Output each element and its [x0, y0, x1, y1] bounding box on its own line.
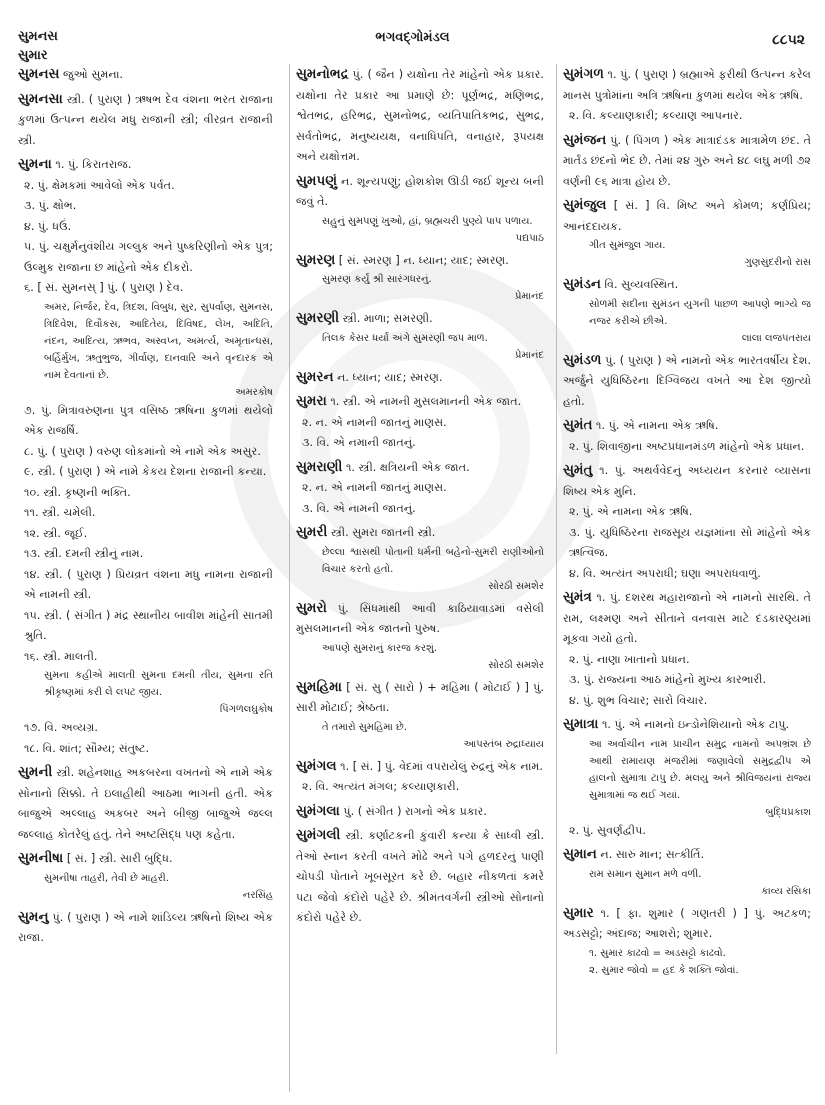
sense: ૨. પું. નાણા ખાતાનો પ્રધાન. [569, 652, 690, 666]
quotation-source: પિંગળલઘુકોષ [219, 704, 273, 715]
headword: સુમરો [296, 599, 327, 616]
sense: ૨. પું. શિવાજીના અષ્ટપ્રધાનમંડળ માંહેનો એક પ્રધાન. [569, 439, 805, 453]
headword: સુમપણું [296, 172, 337, 189]
sense: ૩. પું. ક્ષોભ. [24, 199, 77, 212]
sense: ૩. વિ. એ નમાની જાતનું. [302, 436, 416, 449]
quotation-source: કાવ્ય રસિકા [761, 885, 811, 897]
dictionary-entry [18, 89, 273, 152]
headword: સુમાત્રા [563, 716, 599, 732]
definition: ૧. પું. એ નામનો ઇન્ડોનેશિયાનો એક ટાપુ. [601, 718, 790, 731]
definition: [ સં. સ્મરણ ] ન. ધ્યાન; યાદ; સ્મરણ. [338, 253, 509, 267]
dictionary-entry [18, 907, 273, 949]
quotation: આ અર્વાચીન નામ પ્રાચીન સમુદ્ર નામનો અપભ્રંશ છે આથી રામાયણ મંજરીમાં જણાવેલો સમુદ્રદ્વીપ એ હાલનો સુમાત્રા ટાપુ છે. મલયુ અને શ્રીવિજયનાં રાજ્ય સુમાત્રામાં જ થઈ ગયાં. [589, 738, 811, 801]
dictionary-entry [296, 801, 544, 823]
column-1 [18, 64, 273, 952]
dictionary-entry [296, 677, 544, 753]
headword: સુમંત્ર [563, 589, 592, 605]
sense: ૯. સ્ત્રી. ( પુરાણ ) એ નામે કેકય દેશના રાજાની કન્યા. [24, 465, 267, 478]
headword: સુમહિમા [296, 678, 342, 695]
dictionary-entry [18, 154, 273, 759]
headword: સુમની [18, 764, 53, 780]
definition: ૧. પું. દશરથ મહારાજાનો એ નામનો સારથિ. તે રામ, લક્ષ્મણ અને સીતાને વનવાસ માટે દંડકારણ્યમાં મૂકવા ગયો હતો. [563, 591, 811, 645]
sense: ૧૨. સ્ત્રી. જૂઈ. [24, 526, 88, 540]
definition: પું. ( પુરાણ ) એ નામનો એક ભારતવર્ષીય દેશ. અર્જુને યુધિષ્ઠિરના દિગ્વિજય વખતે આ દેશ જીત્યો હતો. [563, 353, 811, 408]
definition: વિ. સુવ્યવસ્થિત. [604, 278, 679, 291]
dictionary-entry [563, 350, 811, 413]
quotation-source: અમરકોષ [235, 386, 273, 398]
page-title: ભગવદ્ગોમંડલ [375, 30, 450, 45]
quotation: છેલ્લા શ્વાસથી પોતાની ધર્મની બહેનો-સુમરી રાણીઓનો વિચાર કરતો હતો. [322, 546, 544, 575]
dictionary-entry [296, 825, 544, 929]
headword: સુમનુ [18, 908, 49, 925]
dictionary-entry [563, 844, 811, 900]
sense: ૪. વિ. અત્યંત અપરાધી; ઘણા અપરાધવાળું. [569, 566, 761, 580]
headword: સુમંતુ [563, 462, 593, 478]
quotation: સોળમી સદીના સુમંડન યુગની પાછળ આપણે ભાગ્યે જ નજર કરીએ છીએ. [589, 298, 811, 327]
sense: ૨. પું. સુવર્ણદ્વીપ. [569, 823, 646, 837]
sense: ૧૦. સ્ત્રી. કૃષ્ણની ભક્તિ. [24, 485, 131, 499]
quotation-source: પ્રેમાનંદ [514, 349, 544, 361]
sense: ૧૧. સ્ત્રી. ચમેલી. [24, 506, 96, 519]
column-2 [289, 64, 544, 1092]
definition: પું. સિંધમાંથી આવી કાઠિયાવાડમાં વસેલી મુસલમાનની એક જાતનો પુરુષ. [296, 601, 544, 635]
dictionary-entry [296, 522, 544, 595]
headword: સુમનોભદ્ર [296, 66, 349, 82]
headword: સુમંડન [563, 276, 601, 292]
quotation-source: આપસ્તંબ રુદ્રાધ્યાય [463, 738, 544, 750]
sense: ૧૫. સ્ત્રી. ( સંગીત ) મંદ્ર સ્થાનીય બાવીશ માંહેની સાતમી શ્રુતિ. [24, 608, 273, 642]
dictionary-entry [563, 460, 811, 584]
page-number: ૮૮૫૨ [772, 32, 805, 48]
sense: ૩. પું. રાજ્યના આઠ માંહેનો મુખ્ય કારભારી. [569, 673, 767, 686]
sense: ૩. પું. યુધિષ્ઠિરના રાજસૂય યજ્ઞમાંના સો માંહેનો એક ઋત્વિજ. [569, 525, 811, 559]
sense: ૨. વિ. કલ્યાણકારી; કલ્યાણ આપનાર. [569, 109, 743, 122]
headword: સુમંગલા [296, 802, 340, 819]
quotation: તિલક કેસર ધર્યાં અંગે સુમરણી જપ માળ. [322, 332, 488, 344]
guide-word-first: સુમનસ [18, 29, 58, 44]
dictionary-entry [18, 848, 273, 904]
dictionary-entry [296, 250, 544, 306]
sense: ૬. [ સં. સુમનસ્ ] પું. ( પુરાણ ) દેવ. [24, 281, 184, 294]
quotation: રામ સમાન સુમાન મળે વળી. [589, 868, 702, 880]
column-3 [556, 64, 811, 1054]
headword: સુમંજુલ [563, 197, 607, 213]
quotation-source: પ્રેમાનંદ [514, 291, 544, 302]
headword: સુમંજન [563, 131, 607, 148]
quotation: આપણે સુમરાનું કારજ કરશું. [322, 642, 437, 654]
usage-example: ૨. સુમાર જોવો = હદ કે શક્તિ જોવાં. [589, 964, 739, 976]
dictionary-entry [563, 903, 811, 979]
definition: પું. ( જૈન ) યક્ષોના તેર માંહેનો એક પ્રકાર. યક્ષોના તેર પ્રકાર આ પ્રમાણે છે: પૂર્ણભદ્ર, મણિભદ્ર, શ્વેતભદ્ર, હરિભદ્ર, સુમનોભદ્ર, વ્યતિપાતિકભદ્ર, સુભદ્ર, સર્વતોભદ્ર, મનુષ્યયક્ષ, વનાધિપતિ, વનાહાર, રૂપયક્ષ અને યક્ષોત્તમ. [296, 68, 544, 163]
headword: સુમનસ [18, 66, 60, 82]
quotation: સુમનીષા તાહરી, તેવી છે માહરી. [44, 872, 169, 884]
headword: સુમનસા [18, 90, 63, 107]
dictionary-entry [18, 64, 273, 86]
definition: ૧. [ સં. ] પું. વેદમાં વપરાયેલું રુદ્રનું એક નામ. [340, 759, 543, 773]
dictionary-entry [563, 274, 811, 347]
quotation: સુમના કહીએ માલતી સુમના દમની તીય, સુમના રતિ શ્રીકૃષ્ણમાં કરી લે લપટ જીય. [44, 670, 273, 698]
definition: ૧. પું. એ નામના એક ઋષિ. [595, 419, 719, 432]
headword: સુમરણી [296, 310, 340, 326]
dictionary-entry [296, 64, 544, 168]
definition: સ્ત્રી. ( પુરાણ ) ઋષભ દેવ વંશના ભરત રાજાના કુળમાં ઉત્પન્ન થયેલ મધુ રાજાની સ્ત્રી; વીરવ્રત રાજાની સ્ત્રી. [18, 92, 273, 147]
headword: સુમંડળ [563, 351, 602, 368]
definition: જુઓ સુમના. [63, 68, 123, 81]
quotation-source: સોરઠી સમશેર [488, 659, 544, 671]
sense: ૫. પું. ચક્ષુર્મનુવંશીય ગલ્લુક અને પુષ્કરિણીનો એક પુત્ર; ઉલ્મુક રાજાના છ માંહેનો એક દીકરો. [24, 240, 273, 274]
headword: સુમરી [296, 524, 328, 540]
dictionary-entry [563, 415, 811, 457]
definition: સ્ત્રી. શહેનશાહ અકબરના વખતનો એ નામે એક સોનાનો સિક્કો. તે ઇલાહીથી આઠમા ભાગની હતી. એક બાજુએ અલ્લાહ અકબર અને બીજી બાજુએ જલ્લ જલ્લાહ કોતરેલું હતું. તેને અષ્ટસિદ્ધ પણ કહેતા. [18, 766, 273, 841]
headword: સુમરન [296, 368, 334, 385]
dictionary-entry [296, 756, 544, 798]
definition: ૧. સ્ત્રી. ક્ષત્રિયની એક જાત. [345, 460, 470, 474]
page-header [0, 0, 825, 63]
definition: સ્ત્રી. કર્ણાટકની કુંવારી કન્યા કે સાધ્વી સ્ત્રી. તેઓ સ્નાન કરતી વખતે મોઢે અને પગે હળદરનું પાણી ચોપડી પોતાને ખૂબસૂરત કરે છે. બહાર નીકળતાં કમરે પટા જેવો કંદોરો પહેરે છે. શ્રીમંતવર્ગની સ્ત્રીઓ સોનાનો કંદોરો પહેરે છે. [296, 829, 544, 924]
sense: ૨. પું. એ નામના એક ઋષિ. [569, 505, 693, 518]
sense: ૨. વિ. અત્યંત મંગલ; કલ્યાણકારી. [302, 780, 460, 793]
headword: સુમરણ [296, 251, 336, 268]
dictionary-entry [296, 367, 544, 389]
dictionary-entry [296, 391, 544, 454]
quotation-source: નરસિંહ [242, 889, 273, 901]
quotation: તે તમારો સુમહિમા છે. [322, 721, 407, 733]
headword: સુમનીષા [18, 850, 64, 866]
definition: પું. ( પિંગળ ) એક માત્રાદંડક માત્રામેળ છંદ. તે માર્તંડ છંદનો ભેદ છે. તેમાં ૨૪ ગુરુ અને ૪૮ લઘુ મળી ૭૨ વર્ણની ૯૬ માત્રા હોય છે. [563, 133, 812, 188]
definition: પું. ( પુરાણ ) એ નામે શાંડિલ્ય ઋષિનો શિષ્ય એક રાજા. [18, 910, 273, 944]
dictionary-entry [296, 308, 544, 364]
sense: ૭. પું. મિત્રાવરુણના પુત્ર વસિષ્ઠ ઋષિના કુળમાં થયેલો એક રાજર્ષિ. [24, 403, 273, 437]
definition: સ્ત્રી. માળા; સમરણી. [342, 312, 433, 325]
sense: ૧૩. સ્ત્રી. દમની સ્ત્રીનું નામ. [24, 547, 144, 560]
definition: પું. ( સંગીત ) રાગનો એક પ્રકાર. [343, 804, 487, 818]
headword: સુમાર [563, 904, 594, 921]
guide-word-last: સુમાર [18, 48, 48, 63]
quotation-source: બુદ્ધિપ્રકાશ [765, 806, 811, 818]
sense: ૧૬. સ્ત્રી. માલતી. [24, 649, 98, 663]
headword: સુમના [18, 156, 52, 172]
sense: ૪. પું. શુભ વિચાર; સારો વિચાર. [569, 693, 708, 707]
headword: સુમરાણી [296, 458, 343, 475]
sense: ૧૭. વિ. અવ્યગ્ર. [24, 721, 98, 734]
sense: ૩. વિ. એ નામની જાતનું. [302, 501, 416, 515]
quotation-source: સોરઠી સમશેર [488, 580, 544, 592]
quotation-source: પદ્યપાઠ [515, 232, 544, 244]
quotation-source: લાલા લજપતરાય [741, 332, 811, 344]
definition: [ સં. સુ ( સારો ) + મહિમા ( મોટાઈ ) ] પું. સારી મોટાઈ; શ્રેષ્ઠતા. [296, 680, 544, 714]
dictionary-entry [296, 171, 544, 247]
dictionary-entry [563, 587, 811, 711]
sense: ૧૮. વિ. શાંત; સૌમ્ય; સંતુષ્ટ. [24, 741, 150, 755]
quotation: સહુનું સુમપણું ખુઓ, હાં, બ્રહ્મચરી પુણ્યે પાપ પળાય. [322, 215, 533, 227]
sense: ૨. ન. એ નામની જાતનું માણસ. [302, 415, 447, 429]
definition: ૧. [ ફા. શુમાર ( ગણતરી ) ] પું. અટકળ; અડસટ્ટો; અંદાજ; આશરો; શુમાર. [563, 906, 812, 940]
definition: ન. શૂન્યપણું; હોશકોશ ઊડી જઈ શૂન્ય બની જવું તે. [296, 174, 544, 208]
dictionary-entry [563, 714, 811, 841]
definition: [ સં. ] સ્ત્રી. સારી બુદ્ધિ. [66, 852, 173, 865]
sense: ૨. ન. એ નામની જાતનું માણસ. [302, 481, 447, 494]
definition: ન. ધ્યાન; યાદ; સ્મરણ. [337, 370, 443, 384]
headword: સુમંત [563, 417, 593, 433]
dictionary-entry [296, 457, 544, 520]
dictionary-entry [563, 130, 811, 193]
dictionary-entry [296, 598, 544, 674]
definition: ૧. પું. અથર્વવેદનું અધ્યયન કરનાર વ્યાસના શિષ્ય એક મુનિ. [563, 464, 811, 498]
usage-example: ૧. સુમાર કાઢવો = અડસટ્ટો કાઢવો. [589, 947, 726, 959]
quotation-source: ગુણસુંદરીનો રાસ [744, 257, 811, 268]
definition: [ સં. ] વિ. મિષ્ટ અને કોમળ; કર્ણપ્રિય; આનંદદાયક. [563, 199, 812, 233]
dictionary-entry [18, 762, 273, 845]
headword: સુમરા [296, 393, 327, 409]
headword: સુમંગળ [563, 66, 604, 82]
quotation: ગીત સુમંજુલ ગાય. [589, 240, 666, 251]
sense: ૧૪. સ્ત્રી. ( પુરાણ ) પ્રિયવ્રત વંશના મધુ નામના રાજાની એ નામની સ્ત્રી. [24, 567, 273, 601]
sense: ૮. પું. ( પુરાણ ) વરુણ લોકમાંનો એ નામે એક અસુર. [24, 444, 261, 458]
definition: ૧. સ્ત્રી. એ નામની મુસલમાનની એક જાત. [330, 395, 522, 408]
sense: ૨. પું. ક્ષેમકમાં આવેલો એક પર્વત. [24, 178, 175, 192]
dictionary-entry [563, 64, 811, 127]
definition: ન. સારું માન; સત્કીર્તિ. [600, 848, 705, 861]
sense: ૪. પું. ધઉં. [24, 219, 72, 233]
dictionary-entry [563, 195, 811, 271]
quotation: સુમરણ કર્યું શ્રી સારંગધરનું. [322, 274, 432, 285]
definition: ૧. પું. ( પુરાણ ) બ્રહ્માએ ફરીથી ઉત્પન્ન કરેલ માનસ પુત્રોમાંના અત્રિ ઋષિના કુળમાં થયેલ એક ઋષિ. [563, 68, 811, 102]
definition: સ્ત્રી. સુમરા જાતની સ્ત્રી. [330, 526, 436, 539]
headword: સુમંગલ [296, 757, 337, 774]
definition: ૧. પું. કિરાતરાજ. [55, 158, 132, 171]
headword: સુમાન [563, 846, 597, 862]
headword: સુમંગલી [296, 827, 341, 843]
quotation: અમર, નિર્જર, દેવ, ત્રિદશ, વિબુધ, સુર, સુપર્વાણ, સુમનસ, ત્રિદિવેશ, દિવૌકસ, આદિતેય, દિવિષદ, લેખ, અદિતિ, નંદન, આદિત્ય, ઋભવ, અસ્વપ્ન, અમર્ત્ય, અમૃતાન્ધસ, બર્હિર્મુખ, ઋતુભુજ, ગીર્વાણ, દાનવારિ અને વૃન્દારક એ નામ દેવતાનાં છે. [44, 301, 273, 381]
